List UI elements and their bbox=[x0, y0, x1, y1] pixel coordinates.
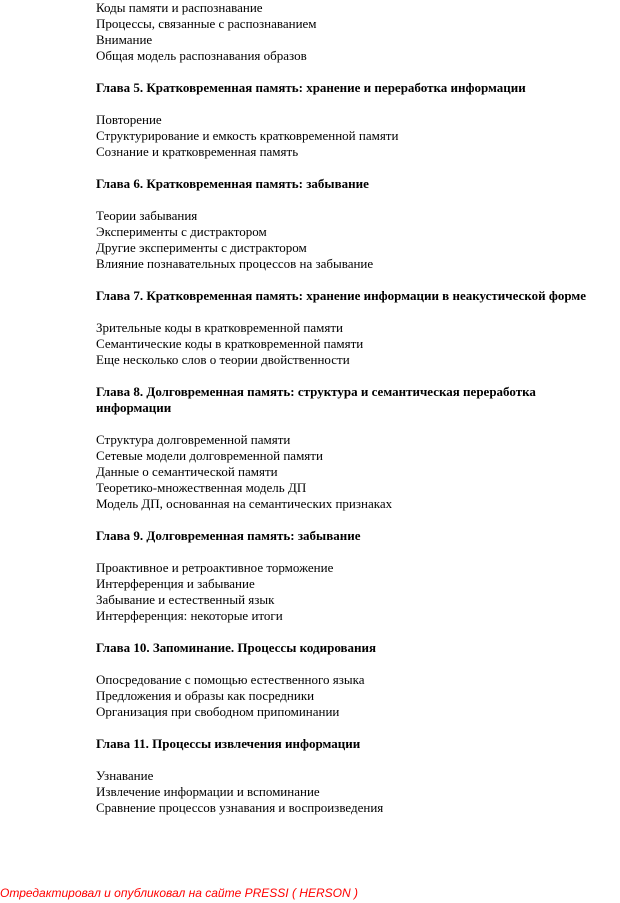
toc-item: Опосредование с помощью естественного языка bbox=[96, 672, 365, 687]
toc-item: Организация при свободном припоминании bbox=[96, 704, 340, 719]
toc-item: Семантические коды в кратковременной памяти bbox=[96, 336, 364, 351]
toc-item: Сознание и кратковременная память bbox=[96, 144, 299, 159]
chapter-heading: Глава 10. Запоминание. Процессы кодирования bbox=[96, 640, 377, 655]
toc-item: Еще несколько слов о теории двойственности bbox=[96, 352, 350, 367]
toc-item: Зрительные коды в кратковременной памяти bbox=[96, 320, 343, 335]
toc-item: Внимание bbox=[96, 32, 153, 47]
toc-item: Забывание и естественный язык bbox=[96, 592, 275, 607]
toc-item: Интерференция и забывание bbox=[96, 576, 255, 591]
toc-item: Структура долговременной памяти bbox=[96, 432, 291, 447]
chapter-heading: Глава 7. Кратковременная память: хранение информации в неакустической форме bbox=[96, 288, 587, 303]
toc-item: Сравнение процессов узнавания и воспроизведения bbox=[96, 800, 384, 815]
toc-item: Общая модель распознавания образов bbox=[96, 48, 307, 63]
chapter-heading: Глава 5. Кратковременная память: хранение и переработка информации bbox=[96, 80, 526, 95]
footer-credit: Отредактировал и опубликовал на сайте PRESSI ( HERSON ) bbox=[0, 886, 358, 900]
toc-item: Теоретико-множественная модель ДП bbox=[96, 480, 307, 495]
toc-item: Интерференция: некоторые итоги bbox=[96, 608, 283, 623]
table-of-contents bbox=[96, 0, 620, 816]
toc-item: Процессы, связанные с распознаванием bbox=[96, 16, 317, 31]
chapter-heading: Глава 8. Долговременная память: структура и семантическая переработка информации bbox=[96, 384, 536, 415]
toc-item: Предложения и образы как посредники bbox=[96, 688, 315, 703]
chapter-heading: Глава 6. Кратковременная память: забывание bbox=[96, 176, 369, 191]
toc-item: Другие эксперименты с дистрактором bbox=[96, 240, 307, 255]
toc-item: Извлечение информации и вспоминание bbox=[96, 784, 320, 799]
toc-item: Узнавание bbox=[96, 768, 154, 783]
toc-item: Влияние познавательных процессов на забывание bbox=[96, 256, 374, 271]
toc-item: Сетевые модели долговременной памяти bbox=[96, 448, 323, 463]
chapter-heading: Глава 11. Процессы извлечения информации bbox=[96, 736, 361, 751]
toc-item: Структурирование и емкость кратковременной памяти bbox=[96, 128, 399, 143]
toc-item: Эксперименты с дистрактором bbox=[96, 224, 267, 239]
toc-item: Коды памяти и распознавание bbox=[96, 0, 263, 15]
toc-item: Теории забывания bbox=[96, 208, 198, 223]
toc-item: Модель ДП, основанная на семантических признаках bbox=[96, 496, 393, 511]
toc-item: Данные о семантической памяти bbox=[96, 464, 278, 479]
chapter-heading: Глава 9. Долговременная память: забывание bbox=[96, 528, 361, 543]
toc-item: Проактивное и ретроактивное торможение bbox=[96, 560, 334, 575]
toc-item: Повторение bbox=[96, 112, 162, 127]
